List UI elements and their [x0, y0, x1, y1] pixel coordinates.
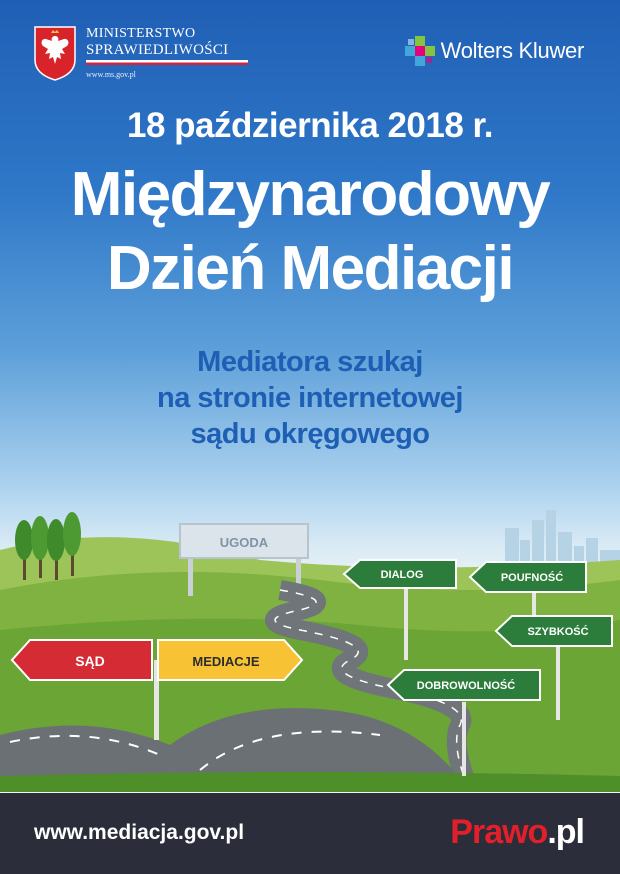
prawo-pl-logo[interactable] [450, 813, 584, 852]
sign-dobrowolnosc-label: DOBROWOLNOŚĆ [416, 680, 516, 692]
ministry-url: www.ms.gov.pl [86, 70, 136, 79]
event-date: 18 października 2018 r. [127, 106, 493, 145]
sign-dialog [344, 560, 456, 588]
footer-url-link[interactable]: www.mediacja.gov.pl [34, 821, 245, 844]
billboard-label: UGODA [219, 535, 269, 550]
sign-poufnosc-label: POUFNOŚĆ [500, 572, 564, 584]
event-title [0, 158, 620, 306]
subtitle-line-3: sądu okręgowego [190, 418, 430, 450]
prawo-pl-logo-part2: .pl [547, 813, 584, 851]
title-line-1: Międzynarodowy [70, 160, 550, 229]
polish-eagle-emblem-icon [32, 24, 78, 82]
ministry-name-line2: SPRAWIEDLIWOŚCI [86, 42, 229, 58]
road-illustration [0, 480, 620, 792]
subtitle-line-1: Mediatora szukaj [197, 346, 423, 378]
subtitle [0, 344, 620, 452]
wolters-kluwer-logo [405, 36, 584, 66]
subtitle-line-2: na stronie internetowej [157, 382, 463, 414]
wolters-kluwer-name: Wolters Kluwer [440, 38, 584, 63]
ministry-flag-stripe [86, 60, 248, 65]
footer-bar [0, 793, 620, 874]
sign-poufnosc [470, 562, 586, 592]
sign-sad [12, 640, 152, 680]
sign-szybkosc [496, 616, 612, 646]
prawo-pl-logo-part1: Prawo [450, 813, 548, 851]
sign-mediacje-label: MEDIACJE [192, 654, 260, 669]
grass-front-strip [0, 772, 620, 792]
title-line-2: Dzień Mediacji [106, 234, 514, 303]
ministry-name-line1: MINISTERSTWO [86, 26, 196, 41]
sign-mediacje [158, 640, 302, 680]
sign-dialog-label: DIALOG [380, 569, 424, 581]
sign-dobrowolnosc [388, 670, 540, 700]
ministry-logo [32, 24, 248, 82]
sign-szybkosc-label: SZYBKOŚĆ [527, 626, 589, 638]
wolters-kluwer-logo-icon [405, 36, 435, 66]
sign-sad-label: SĄD [75, 653, 105, 669]
